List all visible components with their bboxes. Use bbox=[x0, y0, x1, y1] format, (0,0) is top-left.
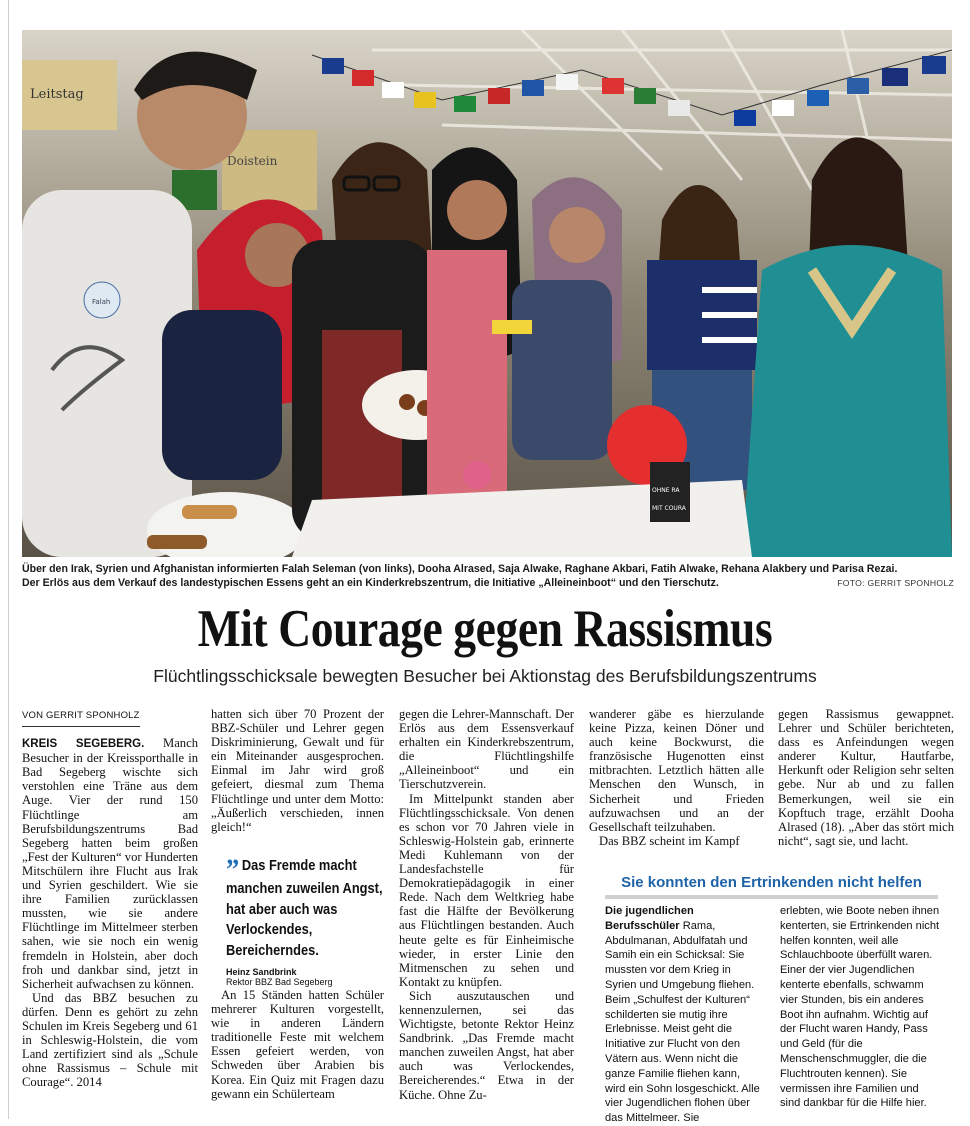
sign-mid-text: Doistein bbox=[227, 154, 278, 168]
article-column-2a bbox=[211, 707, 384, 834]
photo-credit: FOTO: GERRIT SPONHOLZ bbox=[837, 578, 954, 588]
article-photo bbox=[22, 30, 952, 557]
paragraph-text: Manch Besucher in der Kreissporthalle in Bad Segeberg wischte sich verstohlen eine Träne aus dem Auge. Vier der rund 150 Flüchtlinge am Berufsbildungszentrums Bad Segeberg hatten beim großen „Fest der Kulturen“ vor Hunderten Mitschülern ihre Flucht aus Irak und Syrien geschildert. Wie sie ihre Familien zurücklassen mussten, wie sie andere Flüchtlinge im Mittelmeer sterben sahen, wie sie noch ein wenig fremdeln in Holstein, aber doch froh und dankbar sind, jetzt in Sicherheit aufwachsen zu können. bbox=[22, 736, 198, 991]
paragraph: Sich auszutauschen und kennenzulernen, sei das Wichtigste, betonte Rektor Heinz Sandbrink. „Das Fremde macht manchen zuweilen Angst, hat aber auch was Verlockendes, Bereicherendes.“ Etwa in der Küche. Ohne Zu- bbox=[399, 988, 574, 1102]
box-label-1: OHNE RA bbox=[652, 487, 680, 494]
subheadline: Flüchtlingsschicksale bewegten Besucher bei Aktionstag des Berufsbildungszentrums bbox=[153, 666, 817, 686]
article-column-4 bbox=[589, 707, 764, 848]
pull-quote bbox=[226, 853, 384, 987]
article-column-3 bbox=[399, 707, 574, 1102]
paragraph: wanderer gäbe es hierzulande keine Pizza, keinen Döner und auch keine Bockwurst, die französische Hugenotten einst mitbrachten. Letztlich hätten alle Menschen den Wunsch, in Sicherheit und Frieden aufzuwachsen und an der Gesellschaft teilzuhaben. bbox=[589, 707, 764, 834]
headline: Mit Courage gegen Rassismus bbox=[197, 600, 773, 658]
paragraph: gegen die Lehrer-Mannschaft. Der Erlös aus dem Essensverkauf erhalten ein Kinderkrebszentrum, die Flüchtlingshilfe „Alleineinboot“ und ein Tierschutzverein. bbox=[399, 707, 574, 792]
photo-caption bbox=[22, 562, 956, 590]
info-box-text: erlebten, wie Boote neben ihnen kenterten, sie Ertrinkenden nicht helfen konnten, weil alle Schlauchboote überfüllt waren. Einer der vier Jugendlichen kenterte ebenfalls, schwamm vier Stunden, bis ein anderes Boot ihn aufnahm. Wichtig auf der Flucht waren Handy, Pass und Geld (für die Menschenschmuggler, die die Fluchtrouten kennen). Sie vermissen ihre Familien und sind dankbar für die Hilfe hier. bbox=[780, 905, 940, 1110]
quote-mark-icon: ” bbox=[226, 853, 240, 886]
page-edge-line bbox=[8, 0, 9, 1119]
paragraph: Und das BBZ besuchen zu dürfen. Denn es gehört zu zehn Schulen im Kreis Segeberg und 61 in Schleswig-Holstein, die vom Land zertifiziert sind als „Schule ohne Rassismus – Schule mit Courage“. 2014 bbox=[22, 990, 198, 1090]
article-column-2b bbox=[211, 988, 384, 1101]
byline: VON GERRIT SPONHOLZ bbox=[22, 709, 140, 727]
paragraph: gegen Rassismus gewappnet. Lehrer und Schüler berichteten, dass es Anfeindungen wegen anderer Kultur, Hautfarbe, Herkunft oder Religion sehr selten gebe. Nur ab und zu fallen Bemerkungen, weil sie ein Kopftuch trage, erzählt Dooha Alrased (18). „Aber das stört mich nicht“, sagt sie, und lacht. bbox=[778, 707, 954, 848]
quote-text bbox=[226, 853, 384, 961]
quote-author-role: Rektor BBZ Bad Segeberg bbox=[226, 977, 333, 987]
info-box-column-left bbox=[605, 904, 763, 1126]
quote-author: Heinz Sandbrink bbox=[226, 967, 297, 977]
article-column-5 bbox=[778, 707, 954, 848]
info-box-lead: Die jugendlichen Berufsschüler bbox=[605, 905, 694, 932]
paragraph: Im Mittelpunkt standen aber Flüchtlingsschicksale. Von denen es schon vor 70 Jahren viele in Schleswig-Holstein gab, erinnerte Medi Kuhlemann von der Landesfachstelle für Demokratiepädagogik in einer Rede. Nach dem Weltkrieg habe fast die Hälfte der Bevölkerung aus Flüchtlingen bestanden. Auch heute gelte es für Einheimische wieder, in erster Linie den Mitmenschen zu sehen und Kontakt zu knüpfen. bbox=[399, 791, 574, 989]
photo-illustration bbox=[22, 30, 952, 557]
quote-body: Das Fremde macht manchen zuweilen Angst, hat aber auch was Verlockendes, Bereicherndes. bbox=[226, 858, 383, 959]
caption-line-2: Der Erlös aus dem Verkauf des landestypischen Essens geht an ein Kinderkrebszentrum, die Initiative „Alleineinboot“ und den Tierschutz. bbox=[22, 577, 719, 589]
box-label-2: MIT COURA bbox=[652, 505, 686, 512]
paragraph bbox=[22, 736, 198, 991]
article-column-1 bbox=[22, 707, 198, 1089]
info-box-rule bbox=[605, 895, 938, 899]
paragraph: Das BBZ scheint im Kampf bbox=[599, 833, 740, 848]
caption-line-1: Über den Irak, Syrien und Afghanistan informierten Falah Seleman (von links), Dooha Alrased, Saja Alwake, Raghane Akbari, Fatih Alwake, Rehana Alakbery und Parisa Rezai. bbox=[22, 563, 898, 575]
sign-left-text: Leitstag bbox=[30, 87, 84, 102]
dateline: KREIS SEGEBERG. bbox=[22, 738, 145, 751]
name-badge-text: Falah bbox=[92, 298, 111, 306]
info-box-title: Sie konnten den Ertrinkenden nicht helfen bbox=[621, 874, 922, 891]
info-box-text: Rama, Abdulmanan, Abdulfatah und Samih ein ein Schicksal: Sie mussten vor dem Krieg in Syrien und Umgebung fliehen. Beim „Schulfest der Kulturen“ schilderten sie mutig ihre Erlebnisse. Meist geht die Initiative zur Flucht von den Vätern aus. Wenn nicht die ganze Familie fliehen kann, wird ein Sohn losgeschickt. Alle vier Jugendlichen flohen über das Mittelmeer. Sie bbox=[605, 919, 760, 1125]
paragraph: hatten sich über 70 Prozent der BBZ-Schüler und Lehrer gegen Diskriminierung, Gewalt und für ein Miteinander ausgesprochen. Einmal im Jahr wird groß gefeiert, diesmal zum Thema Flüchtlinge und unter dem Motto: „Äußerlich verschieden, innen gleich!“ bbox=[211, 707, 384, 834]
info-box-column-right bbox=[780, 904, 940, 1111]
paragraph: An 15 Ständen hatten Schüler mehrerer Kulturen vorgestellt, wie in anderen Ländern traditionelle Feste mit welchem Essen gefeiert werden, von Schweden über Arabien bis Korea. Ein Quiz mit Fragen dazu gewann ein Schülerteam bbox=[211, 988, 384, 1101]
